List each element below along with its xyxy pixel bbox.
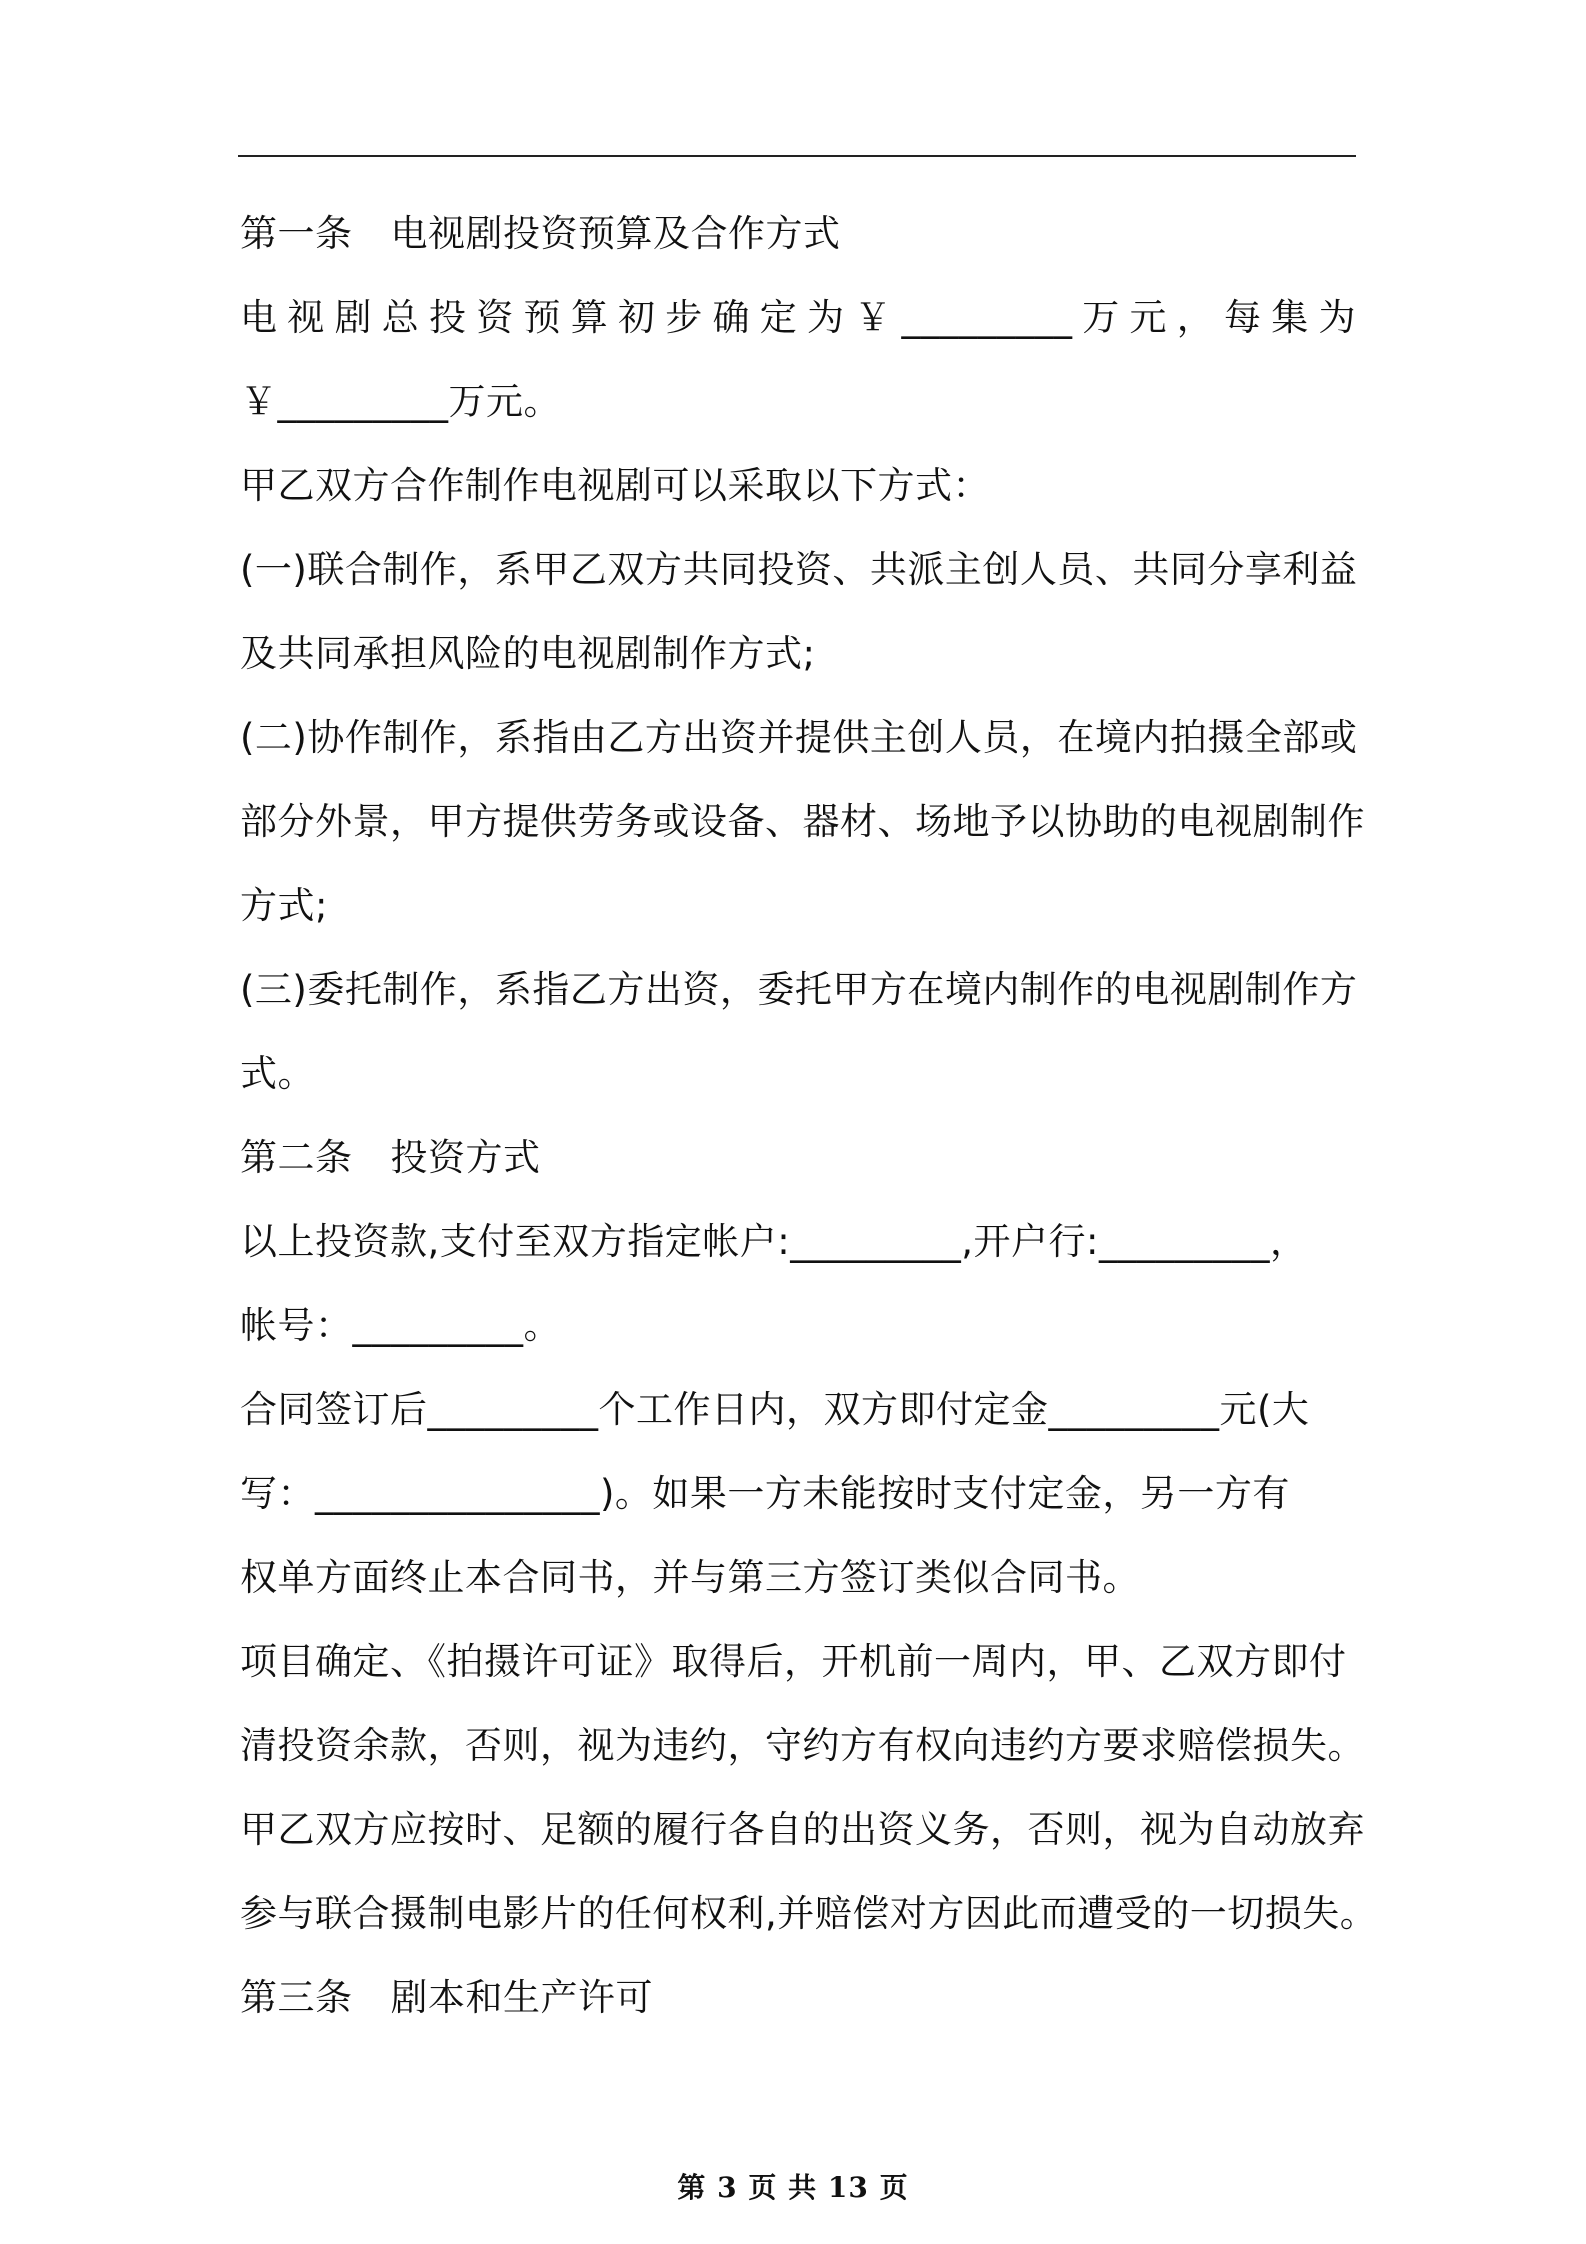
- methods-intro: 甲乙双方合作制作电视剧可以采取以下方式：: [240, 464, 990, 507]
- header-rule: [238, 155, 1356, 157]
- section-1-number: 第一条: [240, 212, 353, 255]
- method-3-line-2: 式。: [240, 1052, 315, 1095]
- deposit-line-2: 写：_______________)。如果一方未能按时支付定金，另一方有: [240, 1472, 1290, 1515]
- balance-line-1: 项目确定、《拍摄许可证》取得后，开机前一周内，甲、乙双方即付: [240, 1640, 1347, 1683]
- method-1-line-2: 及共同承担风险的电视剧制作方式;: [240, 632, 816, 675]
- method-1-line-1: (一)联合制作，系甲乙双方共同投资、共派主创人员、共同分享利益: [240, 548, 1358, 591]
- method-3-line-1: (三)委托制作，系指乙方出资，委托甲方在境内制作的电视剧制作方: [240, 968, 1358, 1011]
- section-3-number: 第三条: [240, 1976, 353, 2019]
- section-2-heading: [240, 1116, 1356, 1200]
- section-1-title: 电视剧投资预算及合作方式: [390, 212, 841, 255]
- duty-line-2: 参与联合摄制电影片的任何权利,并赔偿对方因此而遭受的一切损失。: [240, 1892, 1378, 1935]
- duty-line-1: 甲乙双方应按时、足额的履行各自的出资义务，否则，视为自动放弃: [240, 1808, 1365, 1851]
- deposit-line-3: 权单方面终止本合同书，并与第三方签订类似合同书。: [240, 1556, 1140, 1599]
- section-2-number: 第二条: [240, 1136, 353, 1179]
- section-1-heading: [240, 192, 1356, 276]
- budget-line-1: 电视剧总投资预算初步确定为￥_________万元，每集为: [240, 296, 1356, 339]
- balance-line-2: 清投资余款，否则，视为违约，守约方有权向违约方要求赔偿损失。: [240, 1724, 1365, 1767]
- section-2-title: 投资方式: [390, 1136, 541, 1179]
- deposit-line-1: 合同签订后_________个工作日内，双方即付定金_________元(大: [240, 1388, 1310, 1431]
- page-number: 第 3 页 共 13 页: [677, 2171, 909, 2204]
- method-2-line-2: 部分外景，甲方提供劳务或设备、器材、场地予以协助的电视剧制作: [240, 800, 1365, 843]
- method-2-line-3: 方式;: [240, 884, 328, 927]
- section-3-heading: [240, 1956, 1356, 2040]
- section-3-title: 剧本和生产许可: [390, 1976, 653, 2019]
- method-2-line-1: (二)协作制作，系指由乙方出资并提供主创人员，在境内拍摄全部或: [240, 716, 1358, 759]
- contract-body: [240, 192, 1378, 2040]
- account-line-1: 以上投资款,支付至双方指定帐户:_________,开户行:_________，: [240, 1220, 1308, 1263]
- budget-line-2: ￥_________万元。: [240, 380, 561, 423]
- account-line-2: 帐号：_________。: [240, 1304, 561, 1347]
